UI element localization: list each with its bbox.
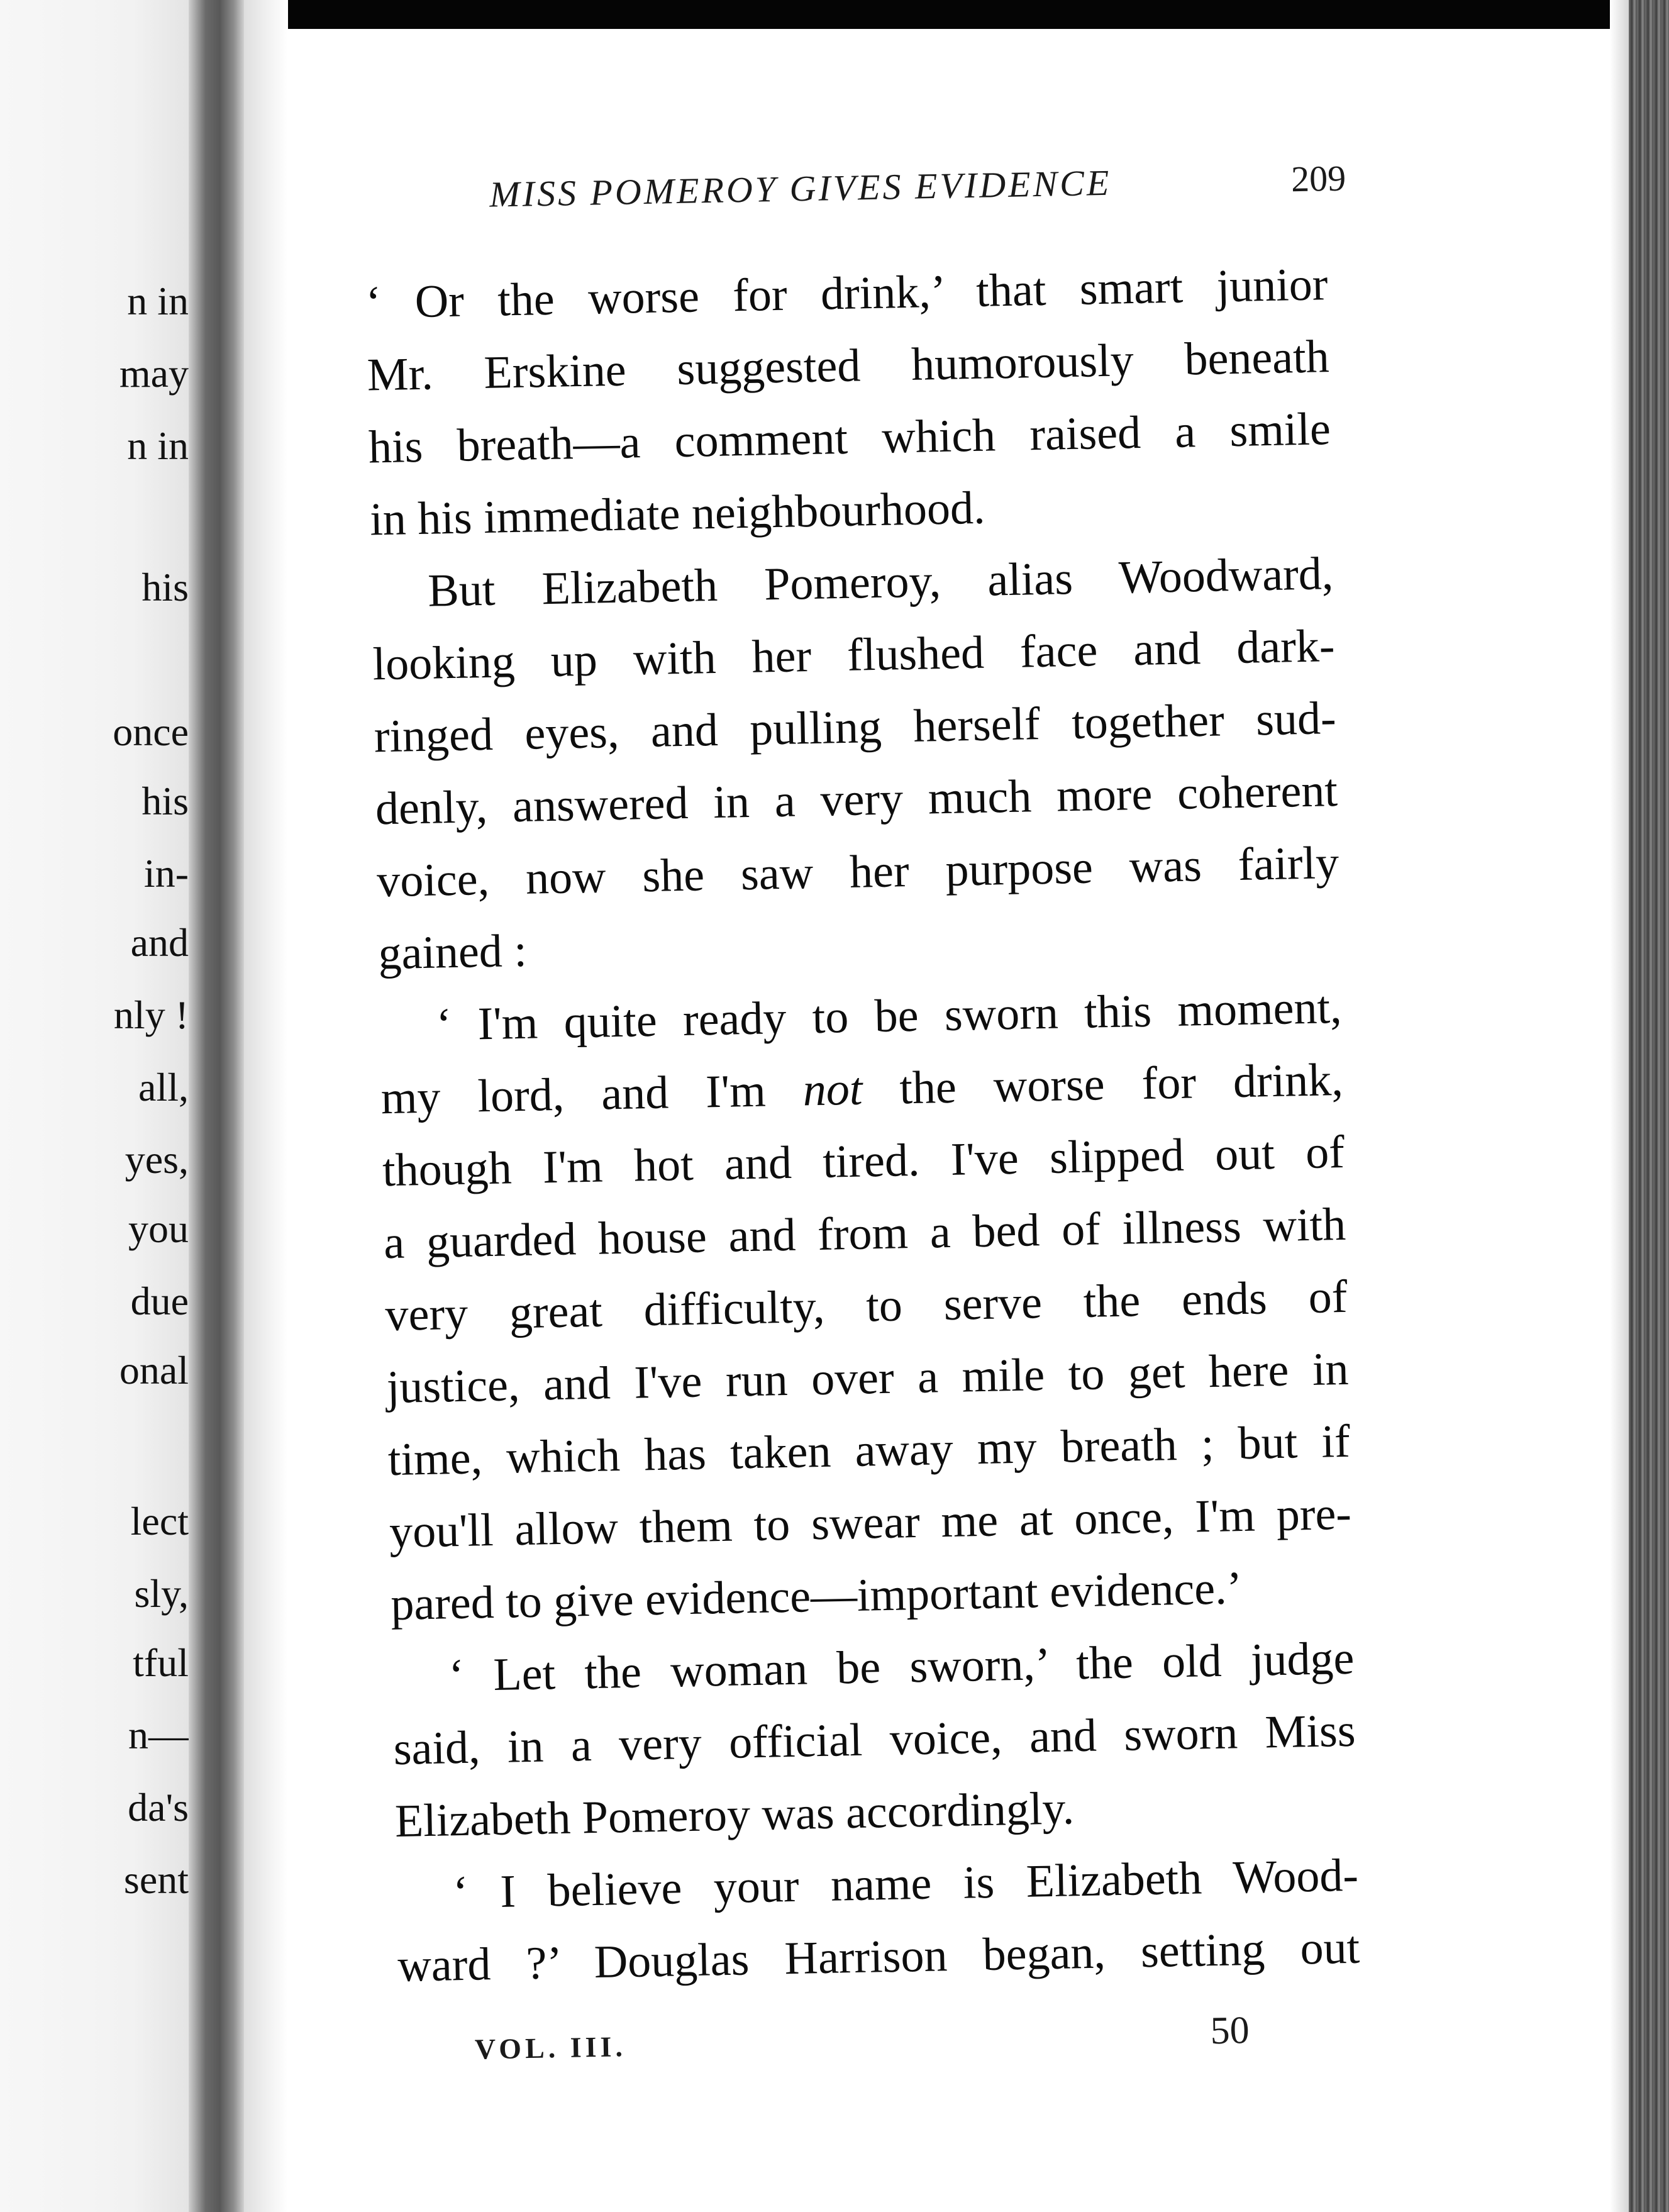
text-line: justice, and I've run over a mile to get here in (385, 1343, 1350, 1414)
page-edge-shadow (1610, 0, 1630, 2212)
text-line: ‘ Let the woman be sworn,’ the old judge (448, 1632, 1355, 1702)
text-line: time, which has taken away my breath ; but if (387, 1415, 1351, 1486)
left-line-fragment: n— (128, 1713, 189, 1757)
text-line: in his immediate neighbourhood. (369, 482, 986, 546)
text-line: ‘ Or the worse for drink,’ that smart junior (365, 258, 1329, 329)
text-line: looking up with her flushed face and dark- (372, 620, 1336, 691)
text-line: pared to give evidence—important evidence.’ (390, 1562, 1243, 1631)
emphasis-word: not (802, 1063, 863, 1116)
left-line-fragment: sent (123, 1857, 189, 1902)
text-line: though I'm hot and tired. I've slipped out of (382, 1126, 1345, 1197)
text-line: his breath—a comment which raised a smile (368, 403, 1331, 474)
left-line-fragment: lect (130, 1499, 189, 1543)
text-line: Elizabeth Pomeroy was accordingly. (394, 1782, 1075, 1848)
left-line-fragment: da's (128, 1785, 189, 1830)
left-line-fragment: his (141, 565, 189, 609)
volume-footer: VOL. III. (474, 2030, 627, 2065)
left-line-fragment: nly ! (113, 992, 189, 1037)
left-page-text (0, 0, 189, 2212)
text-line: voice, now she saw her purpose was fairly (376, 836, 1339, 908)
signature-mark: 50 (1209, 2009, 1250, 2053)
left-line-fragment: onal (119, 1348, 189, 1392)
text-line: gained : (377, 925, 528, 980)
text-line: said, in a very official voice, and sworn Miss (392, 1704, 1356, 1776)
left-line-fragment: and (130, 920, 189, 965)
text-span: my lord, and I'm (380, 1064, 804, 1125)
left-line-fragment: n in (127, 279, 189, 323)
left-line-fragment: sly, (134, 1571, 189, 1616)
book-gutter (189, 0, 245, 2212)
text-line-with-emphasis (380, 1053, 1344, 1125)
text-line: ringed eyes, and pulling herself together sud- (374, 692, 1337, 763)
left-facing-page (0, 0, 189, 2212)
left-line-fragment: tful (133, 1640, 189, 1685)
left-line-fragment: once (113, 709, 189, 754)
left-line-fragment: all, (138, 1065, 189, 1109)
text-line: very great difficulty, to serve the ends of (384, 1270, 1348, 1342)
text-line: denly, answered in a very much more coherent (375, 764, 1338, 835)
text-line: ward ?’ Douglas Harrison began, setting out (397, 1921, 1360, 1992)
text-line: But Elizabeth Pomeroy, alias Woodward, (427, 548, 1334, 617)
page-number: 209 (1290, 157, 1346, 200)
left-line-fragment: in- (143, 851, 189, 896)
text-span: the worse for drink, (862, 1053, 1344, 1115)
book-page-stack-edge (1629, 0, 1669, 2212)
left-line-fragment: n in (127, 423, 189, 468)
left-line-fragment: you (128, 1206, 189, 1251)
left-line-fragment: his (141, 779, 189, 823)
text-line: ‘ I'm quite ready to be sworn this moment, (435, 981, 1343, 1051)
running-head: MISS POMEROY GIVES EVIDENCE (489, 162, 1112, 215)
text-line: you'll allow them to swear me at once, I'm pre- (389, 1487, 1352, 1559)
right-page (267, 17, 1630, 2212)
text-line: ‘ I believe your name is Elizabeth Wood- (452, 1849, 1359, 1919)
text-line: a guarded house and from a bed of illness with (383, 1198, 1346, 1269)
text-line: Mr. Erskine suggested humorously beneath (367, 331, 1330, 401)
left-line-fragment: due (130, 1279, 189, 1323)
left-line-fragment: yes, (125, 1137, 189, 1182)
left-line-fragment: may (119, 351, 189, 396)
